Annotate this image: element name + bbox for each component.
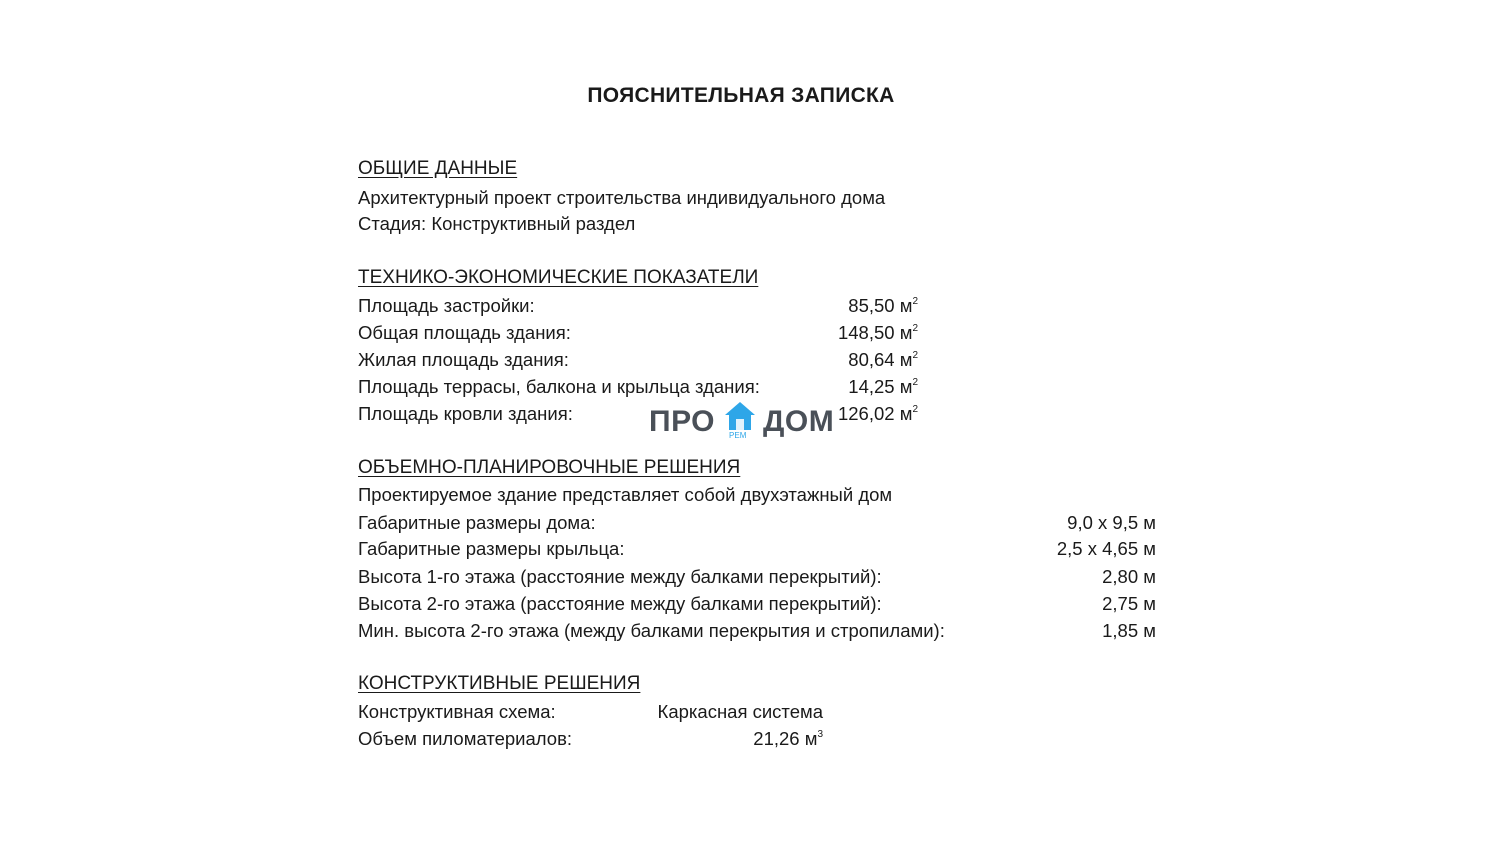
planning-intro: Проектируемое здание представляет собой двухэтажный дом xyxy=(358,484,893,505)
tech-row-label: Жилая площадь здания: xyxy=(358,349,569,370)
document-title: ПОЯСНИТЕЛЬНАЯ ЗАПИСКА xyxy=(587,84,895,107)
structural-row-label: Объем пиломатериалов: xyxy=(358,728,573,749)
tech-row-label: Площадь застройки: xyxy=(358,295,535,316)
tech-row-value: 14,25 $м^2$ xyxy=(848,376,918,397)
tech-row-label: Общая площадь здания: xyxy=(358,322,571,343)
tech-row-label: Площадь кровли здания: xyxy=(358,403,573,424)
planning-row-label: Габаритные размеры крыльца: xyxy=(358,538,625,559)
tech-row-value: 148,50 $м^2$ xyxy=(837,322,918,343)
structural-row-value: Каркасная система xyxy=(657,701,823,722)
house-icon xyxy=(723,400,757,444)
planning-row-value: 9,0 х 9,5 м xyxy=(1067,512,1156,533)
watermark-logo xyxy=(649,400,834,444)
section-heading-general: ОБЩИЕ ДАННЫЕ xyxy=(358,158,518,179)
tech-row-label: Площадь террасы, балкона и крыльца здания: xyxy=(358,376,760,397)
tech-row-value: 80,64 $м^2$ xyxy=(848,349,918,370)
section-heading-tech: ТЕХНИКО-ЭКОНОМИЧЕСКИЕ ПОКАЗАТЕЛИ xyxy=(358,267,759,288)
structural-row-value: 21,26 $м^3$ xyxy=(753,728,823,749)
planning-row-value: 2,75 м xyxy=(1102,593,1156,614)
general-line: Стадия: Конструктивный раздел xyxy=(358,213,636,234)
section-heading-structural: КОНСТРУКТИВНЫЕ РЕШЕНИЯ xyxy=(358,673,641,694)
structural-row-label: Конструктивная схема: xyxy=(358,701,556,722)
tech-row-value: 126,02 $м^2$ xyxy=(837,403,918,424)
tech-row-value: 85,50 $м^2$ xyxy=(848,295,918,316)
watermark-text-left: ПРО xyxy=(649,405,716,438)
planning-row-label: Высота 2-го этажа (расстояние между балками перекрытий): xyxy=(358,593,882,614)
planning-row-label: Габаритные размеры дома: xyxy=(358,512,596,533)
watermark-text-right: ДОМ xyxy=(763,405,835,438)
watermark-subtext: РЕМ xyxy=(729,431,747,440)
planning-row-value: 1,85 м xyxy=(1102,620,1156,641)
planning-row-label: Мин. высота 2-го этажа (между балками перекрытия и стропилами): xyxy=(358,620,945,641)
planning-row-label: Высота 1-го этажа (расстояние между балками перекрытий): xyxy=(358,566,882,587)
planning-row-value: 2,5 х 4,65 м xyxy=(1056,538,1156,559)
planning-row-value: 2,80 м xyxy=(1102,566,1156,587)
general-line: Архитектурный проект строительства индивидуального дома xyxy=(358,187,886,208)
section-heading-planning: ОБЪЕМНО-ПЛАНИРОВОЧНЫЕ РЕШЕНИЯ xyxy=(358,457,741,478)
